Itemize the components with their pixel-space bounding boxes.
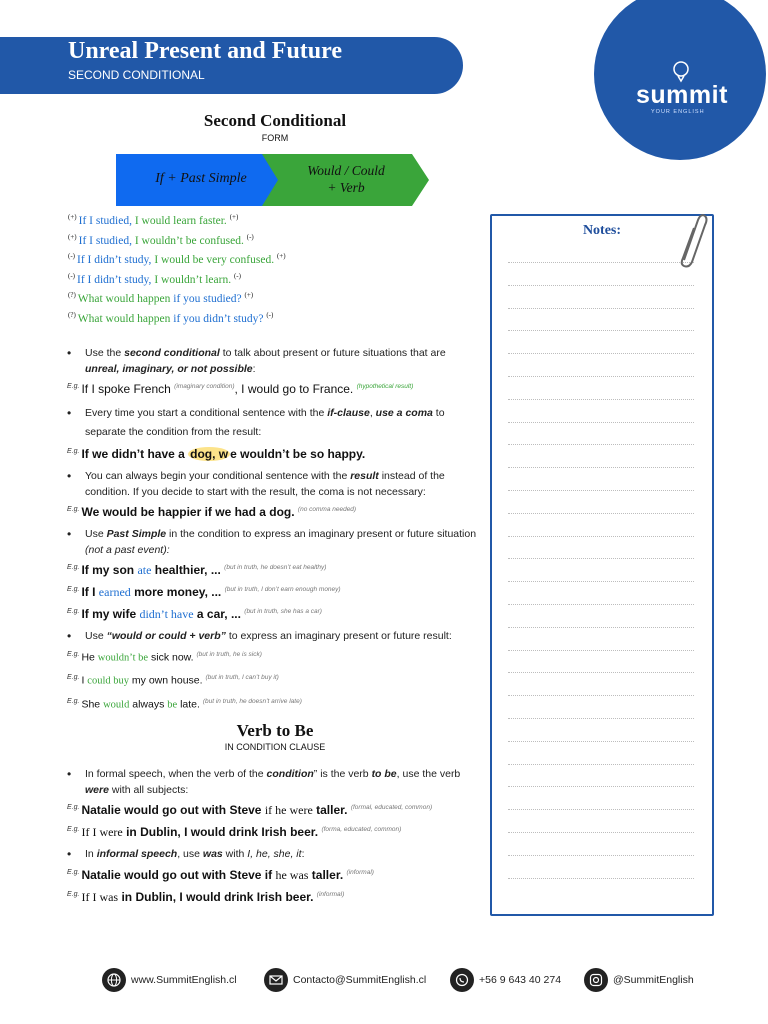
example-sentence: $^{E.g.}$ If I were in Dublin, I would drink Irish beer. $^{(forma, educated, common)}$ xyxy=(67,825,402,839)
notes-line xyxy=(508,650,694,651)
example-sentence: $^{E.g.}$ Natalie would go out with Steve if he was taller. $^{(informal)}$ xyxy=(67,867,374,882)
footer-email[interactable]: Contacto@SummitEnglish.cl xyxy=(264,967,426,993)
notes-line xyxy=(508,399,694,400)
example-sentence: $^{E.g.}$ We would be happier if we had a dog. $^{(no comma needed)}$ xyxy=(67,505,357,519)
form-condition-label: If + Past Simple xyxy=(155,171,247,186)
example-line: (?) What would happen if you didn’t study? (-) xyxy=(68,310,274,325)
example-line: (-) If I didn’t study, I would be very confused. (+) xyxy=(68,252,286,266)
example-sentence: $^{E.g.}$ If we didn’t have a dog, w e wouldn’t be so happy. xyxy=(67,447,366,461)
form-diagram xyxy=(116,154,432,211)
rule-item: • Use Past Simple in the condition to express an imaginary present or future situation (not a past event): xyxy=(67,527,477,558)
rule-item: • Use “would or could + verb” to express an imaginary present or future result: xyxy=(67,629,477,645)
rule-item: • Use the second conditional to talk about present or future situations that are unreal, imaginary, or not possible: xyxy=(67,346,477,377)
example-sentence: $^{E.g.}$ She would always be late. $^{(but in truth, he doesn’t arrive late)}$ xyxy=(67,697,302,710)
footer-instagram[interactable]: @SummitEnglish xyxy=(584,967,694,993)
notes-line xyxy=(508,741,694,742)
example-line: (+) If I studied, I wouldn’t be confused. (-) xyxy=(68,232,254,247)
rule-item: • Every time you start a conditional sentence with the if-clause, use a coma to separate the condition from the result: xyxy=(67,404,477,442)
notes-line xyxy=(508,878,694,879)
example-sentence: $^{E.g.}$ If my wife didn’t have a car, ... $^{(but in truth, she has a car)}$ xyxy=(67,607,322,621)
notes-line xyxy=(508,718,694,719)
notes-box[interactable] xyxy=(490,214,714,916)
example-list xyxy=(68,213,468,330)
notes-line xyxy=(508,627,694,628)
page-subtitle: SECOND CONDITIONAL xyxy=(68,68,205,82)
notes-line xyxy=(508,695,694,696)
example-sentence: $^{E.g.}$ He wouldn’t be sick now. $^{(but in truth, he is sick)}$ xyxy=(67,650,262,663)
paperclip-icon xyxy=(674,210,708,268)
mail-icon xyxy=(264,968,288,992)
verb-rules-list xyxy=(67,767,477,907)
example-sentence: $^{E.g.}$ If my son ate healthier, ... $^{(but in truth, he doesn’t eat healthy)}$ xyxy=(67,563,327,577)
notes-line xyxy=(508,376,694,377)
notes-line xyxy=(508,490,694,491)
section-subtitle-form: FORM xyxy=(261,133,289,143)
notes-line xyxy=(508,672,694,673)
notes-line xyxy=(508,581,694,582)
notes-line xyxy=(508,536,694,537)
example-sentence: $^{E.g.}$ If I earned more money, ... $^{(but in truth, I don’t earn enough money)}$ xyxy=(67,585,341,599)
notes-line xyxy=(508,285,694,286)
notes-title: Notes: xyxy=(582,223,622,238)
example-line: (+) If I studied, I would learn faster. (+) xyxy=(68,213,239,227)
notes-line xyxy=(508,444,694,445)
notes-line xyxy=(508,558,694,559)
logo-wordmark: summit xyxy=(636,81,728,109)
notes-line xyxy=(508,809,694,810)
example-sentence: $^{E.g.}$ Natalie would go out with Steve if he were taller. $^{(formal, educated, common)}$ xyxy=(67,803,433,817)
notes-line xyxy=(508,308,694,309)
notes-line xyxy=(508,262,694,263)
rule-item: • In informal speech, use was with I, he, she, it: xyxy=(67,847,477,863)
notes-line xyxy=(508,467,694,468)
whatsapp-icon xyxy=(450,968,474,992)
notes-line xyxy=(508,513,694,514)
rule-item: • In formal speech, when the verb of the condition” is the verb to be, use the verb were with all subjects: xyxy=(67,767,477,798)
globe-icon xyxy=(102,968,126,992)
notes-line xyxy=(508,764,694,765)
form-result-label-2: + Verb xyxy=(327,180,365,195)
notes-line xyxy=(508,330,694,331)
footer-website[interactable]: www.SummitEnglish.cl xyxy=(102,967,237,993)
rules-list xyxy=(67,346,477,715)
logo-tagline: YOUR ENGLISH xyxy=(651,109,705,115)
section-title-verb-to-be: Verb to Be xyxy=(236,721,314,740)
notes-line xyxy=(508,855,694,856)
page-title: Unreal Present and Future xyxy=(68,38,342,64)
example-sentence: $^{E.g.}$ If I was in Dublin, I would drink Irish beer. $^{(informal)}$ xyxy=(67,889,345,904)
footer-phone[interactable]: +56 9 643 40 274 xyxy=(450,967,561,993)
notes-line xyxy=(508,353,694,354)
notes-line xyxy=(508,832,694,833)
notes-line xyxy=(508,786,694,787)
instagram-icon xyxy=(584,968,608,992)
example-line: (-) If I didn’t study, I wouldn’t learn. (-) xyxy=(68,271,241,286)
example-sentence: $^{E.g.}$ If I spoke French $^{(imaginary condition)}$, I would go to France. $^{(hypothetical result)}$ xyxy=(67,382,414,396)
example-sentence: $^{E.g.}$ I could buy my own house. $^{(but in truth, I can’t buy it)}$ xyxy=(67,674,279,687)
section-subtitle-condition-clause: IN CONDITION CLAUSE xyxy=(224,742,326,752)
notes-line xyxy=(508,422,694,423)
notes-line xyxy=(508,604,694,605)
rule-item: • You can always begin your conditional sentence with the result instead of the condition. If you decide to start with the result, the coma is not necessary: xyxy=(67,469,477,500)
section-title-second-conditional: Second Conditional xyxy=(203,111,347,130)
form-result-label-1: Would / Could xyxy=(307,163,385,178)
example-line: (?) What would happen if you studied? (+) xyxy=(68,291,254,305)
footer xyxy=(102,967,702,993)
